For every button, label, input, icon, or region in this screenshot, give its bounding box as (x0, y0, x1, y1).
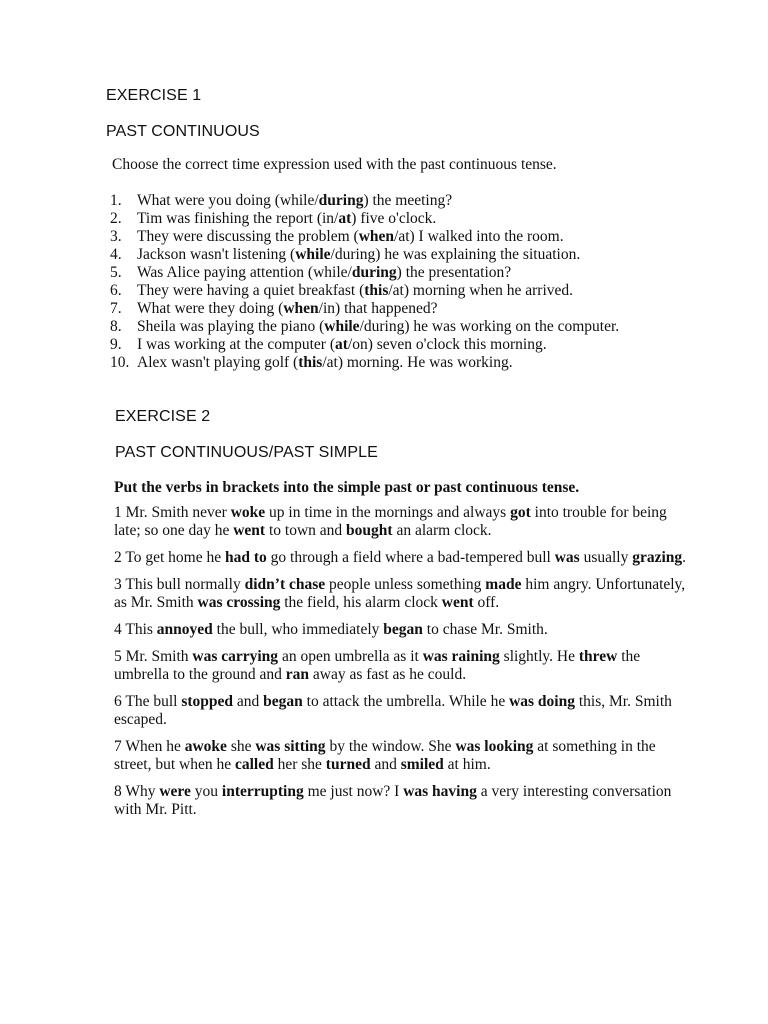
item-number: 4. (110, 246, 122, 263)
exercise1-item (110, 228, 710, 246)
sentence-text: They were having a quiet breakfast ( (137, 282, 365, 299)
sentence-text: her she (273, 756, 326, 773)
answer-text: went (441, 594, 474, 611)
answer-text: was doing (509, 693, 575, 710)
sentence-text: away as fast as he could. (309, 666, 467, 683)
sentence-text: ) the meeting? (363, 192, 453, 209)
exercise2-paragraph (114, 549, 694, 567)
sentence-text: ) the presentation? (396, 264, 512, 281)
sentence-text: /at) morning when he arrived. (388, 282, 574, 299)
answer-text: had to (224, 549, 267, 566)
exercise1-item (110, 282, 710, 300)
sentence-text: off. (473, 594, 500, 611)
sentence-text: up in time in the mornings and always (265, 504, 511, 521)
sentence-text: Was Alice paying attention (while/ (137, 264, 352, 281)
item-number: 3. (110, 228, 122, 245)
exercise1-item (110, 246, 710, 264)
exercise1-item (110, 300, 710, 318)
exercise2-paragraph (114, 783, 694, 819)
answer-text: while (295, 246, 331, 263)
sentence-text: the field, his alarm clock (280, 594, 442, 611)
sentence-text: 4 This (114, 621, 157, 638)
sentence-text: an open umbrella as it (278, 648, 423, 665)
sentence-text: you (190, 783, 222, 800)
sentence-text: slightly. He (499, 648, 579, 665)
sentence-text: 7 When he (114, 738, 185, 755)
answer-text: when (358, 228, 395, 245)
exercise2-subtitle: PAST CONTINUOUS/PAST SIMPLE (115, 444, 378, 461)
sentence-text: /on) seven o'clock this morning. (347, 336, 547, 353)
answer-text: this (298, 354, 323, 371)
answer-text: was sitting (255, 738, 326, 755)
sentence-text: to town and (265, 522, 347, 539)
sentence-text: me just now? I (303, 783, 404, 800)
answer-text: began (383, 621, 423, 638)
answer-text: began (263, 693, 303, 710)
sentence-text: an alarm clock. (392, 522, 492, 539)
answer-text: annoyed (156, 621, 213, 638)
exercise1-title: EXERCISE 1 (106, 87, 202, 104)
item-number: 8. (110, 318, 122, 335)
sentence-text: him angry. Unfortunately, as Mr. Smith (114, 576, 686, 611)
item-number: 6. (110, 282, 122, 299)
answer-text: made (485, 576, 522, 593)
answer-text: interrupting (221, 783, 304, 800)
answer-text: woke (230, 504, 266, 521)
answer-text: during (318, 192, 364, 209)
answer-text: while (324, 318, 360, 335)
answer-text: at (335, 336, 348, 353)
answer-text: stopped (181, 693, 233, 710)
sentence-text: ) five o'clock. (351, 210, 437, 227)
sentence-text: 3 This bull normally (114, 576, 245, 593)
sentence-text: . (682, 549, 687, 566)
answer-text: smiled (400, 756, 444, 773)
sentence-text: usually (579, 549, 633, 566)
sentence-text: Tim was finishing the report (in/ (137, 210, 339, 227)
item-number: 1. (110, 192, 122, 209)
sentence-text: people unless something (325, 576, 486, 593)
exercise1-instruction: Choose the correct time expression used with the past continuous tense. (112, 156, 557, 173)
sentence-text: the umbrella to the ground and (114, 648, 641, 683)
answer-text: awoke (184, 738, 227, 755)
exercise2-paragraph (114, 504, 694, 540)
answer-text: got (510, 504, 531, 521)
sentence-text: she (226, 738, 256, 755)
exercise2-paragraph (114, 576, 694, 612)
sentence-text: They were discussing the problem ( (137, 228, 359, 245)
sentence-text: and (370, 756, 401, 773)
answer-text: this (364, 282, 389, 299)
exercise1-item (110, 354, 710, 372)
answer-text: at (338, 210, 352, 227)
sentence-text: Sheila was playing the piano ( (137, 318, 325, 335)
exercise1-item (110, 264, 710, 282)
sentence-text: /at) morning. He was working. (322, 354, 513, 371)
answer-text: was crossing (197, 594, 281, 611)
answer-text: was carrying (192, 648, 279, 665)
sentence-text: 5 Mr. Smith (114, 648, 193, 665)
exercise2-title: EXERCISE 2 (115, 408, 211, 425)
sentence-text: 2 To get home he (114, 549, 225, 566)
answer-text: was (554, 549, 580, 566)
exercise1-item (110, 336, 710, 354)
sentence-text: /during) he was explaining the situation. (330, 246, 581, 263)
item-number: 10. (110, 354, 130, 371)
sentence-text: Jackson wasn't listening ( (137, 246, 296, 263)
sentence-text: /at) I walked into the room. (394, 228, 564, 245)
answer-text: called (234, 756, 274, 773)
sentence-text: at him. (443, 756, 491, 773)
answer-text: threw (578, 648, 618, 665)
answer-text: didn’t chase (244, 576, 326, 593)
sentence-text: and (233, 693, 264, 710)
sentence-text: 8 Why (114, 783, 160, 800)
answer-text: turned (325, 756, 371, 773)
sentence-text: 6 The bull (114, 693, 182, 710)
exercise2-paragraph (114, 693, 694, 729)
sentence-text: this, Mr. Smith escaped. (114, 693, 672, 728)
sentence-text: the bull, who immediately (212, 621, 384, 638)
item-number: 7. (110, 300, 122, 317)
sentence-text: by the window. She (325, 738, 456, 755)
sentence-text: to attack the umbrella. While he (302, 693, 510, 710)
sentence-text: go through a field where a bad-tempered bull (266, 549, 555, 566)
sentence-text: I was working at the computer ( (137, 336, 335, 353)
exercise2-instruction: Put the verbs in brackets into the simple past or past continuous tense. (114, 479, 580, 496)
item-number: 9. (110, 336, 122, 353)
answer-text: grazing (632, 549, 683, 566)
sentence-text: What were they doing ( (137, 300, 284, 317)
sentence-text: to chase Mr. Smith. (422, 621, 548, 638)
exercise1-item (110, 192, 710, 210)
sentence-text: 1 Mr. Smith never (114, 504, 231, 521)
exercise1-subtitle: PAST CONTINUOUS (106, 123, 260, 140)
answer-text: when (283, 300, 319, 317)
sentence-text: /in) that happened? (318, 300, 438, 317)
answer-text: went (233, 522, 266, 539)
answer-text: were (159, 783, 191, 800)
exercise1-list (110, 192, 710, 372)
sentence-text: Alex wasn't playing golf ( (137, 354, 299, 371)
item-number: 2. (110, 210, 122, 227)
sentence-text: What were you doing (while/ (137, 192, 319, 209)
answer-text: was having (403, 783, 477, 800)
answer-text: bought (346, 522, 393, 539)
sentence-text: into trouble for being late; so one day he (114, 504, 667, 539)
exercise2-body (114, 479, 694, 828)
exercise1-item (110, 210, 710, 228)
sentence-text: /during) he was working on the computer. (359, 318, 620, 335)
answer-text: during (351, 264, 397, 281)
answer-text: was raining (422, 648, 500, 665)
exercise1-item (110, 318, 710, 336)
exercise2-paragraph (114, 648, 694, 684)
sentence-text: a very interesting conversation with Mr. Pitt. (114, 783, 672, 818)
sentence-text: at something in the street, but when he (114, 738, 656, 773)
answer-text: was looking (455, 738, 534, 755)
answer-text: ran (285, 666, 309, 683)
item-number: 5. (110, 264, 122, 281)
exercise2-paragraph (114, 738, 694, 774)
exercise2-paragraph (114, 621, 694, 639)
